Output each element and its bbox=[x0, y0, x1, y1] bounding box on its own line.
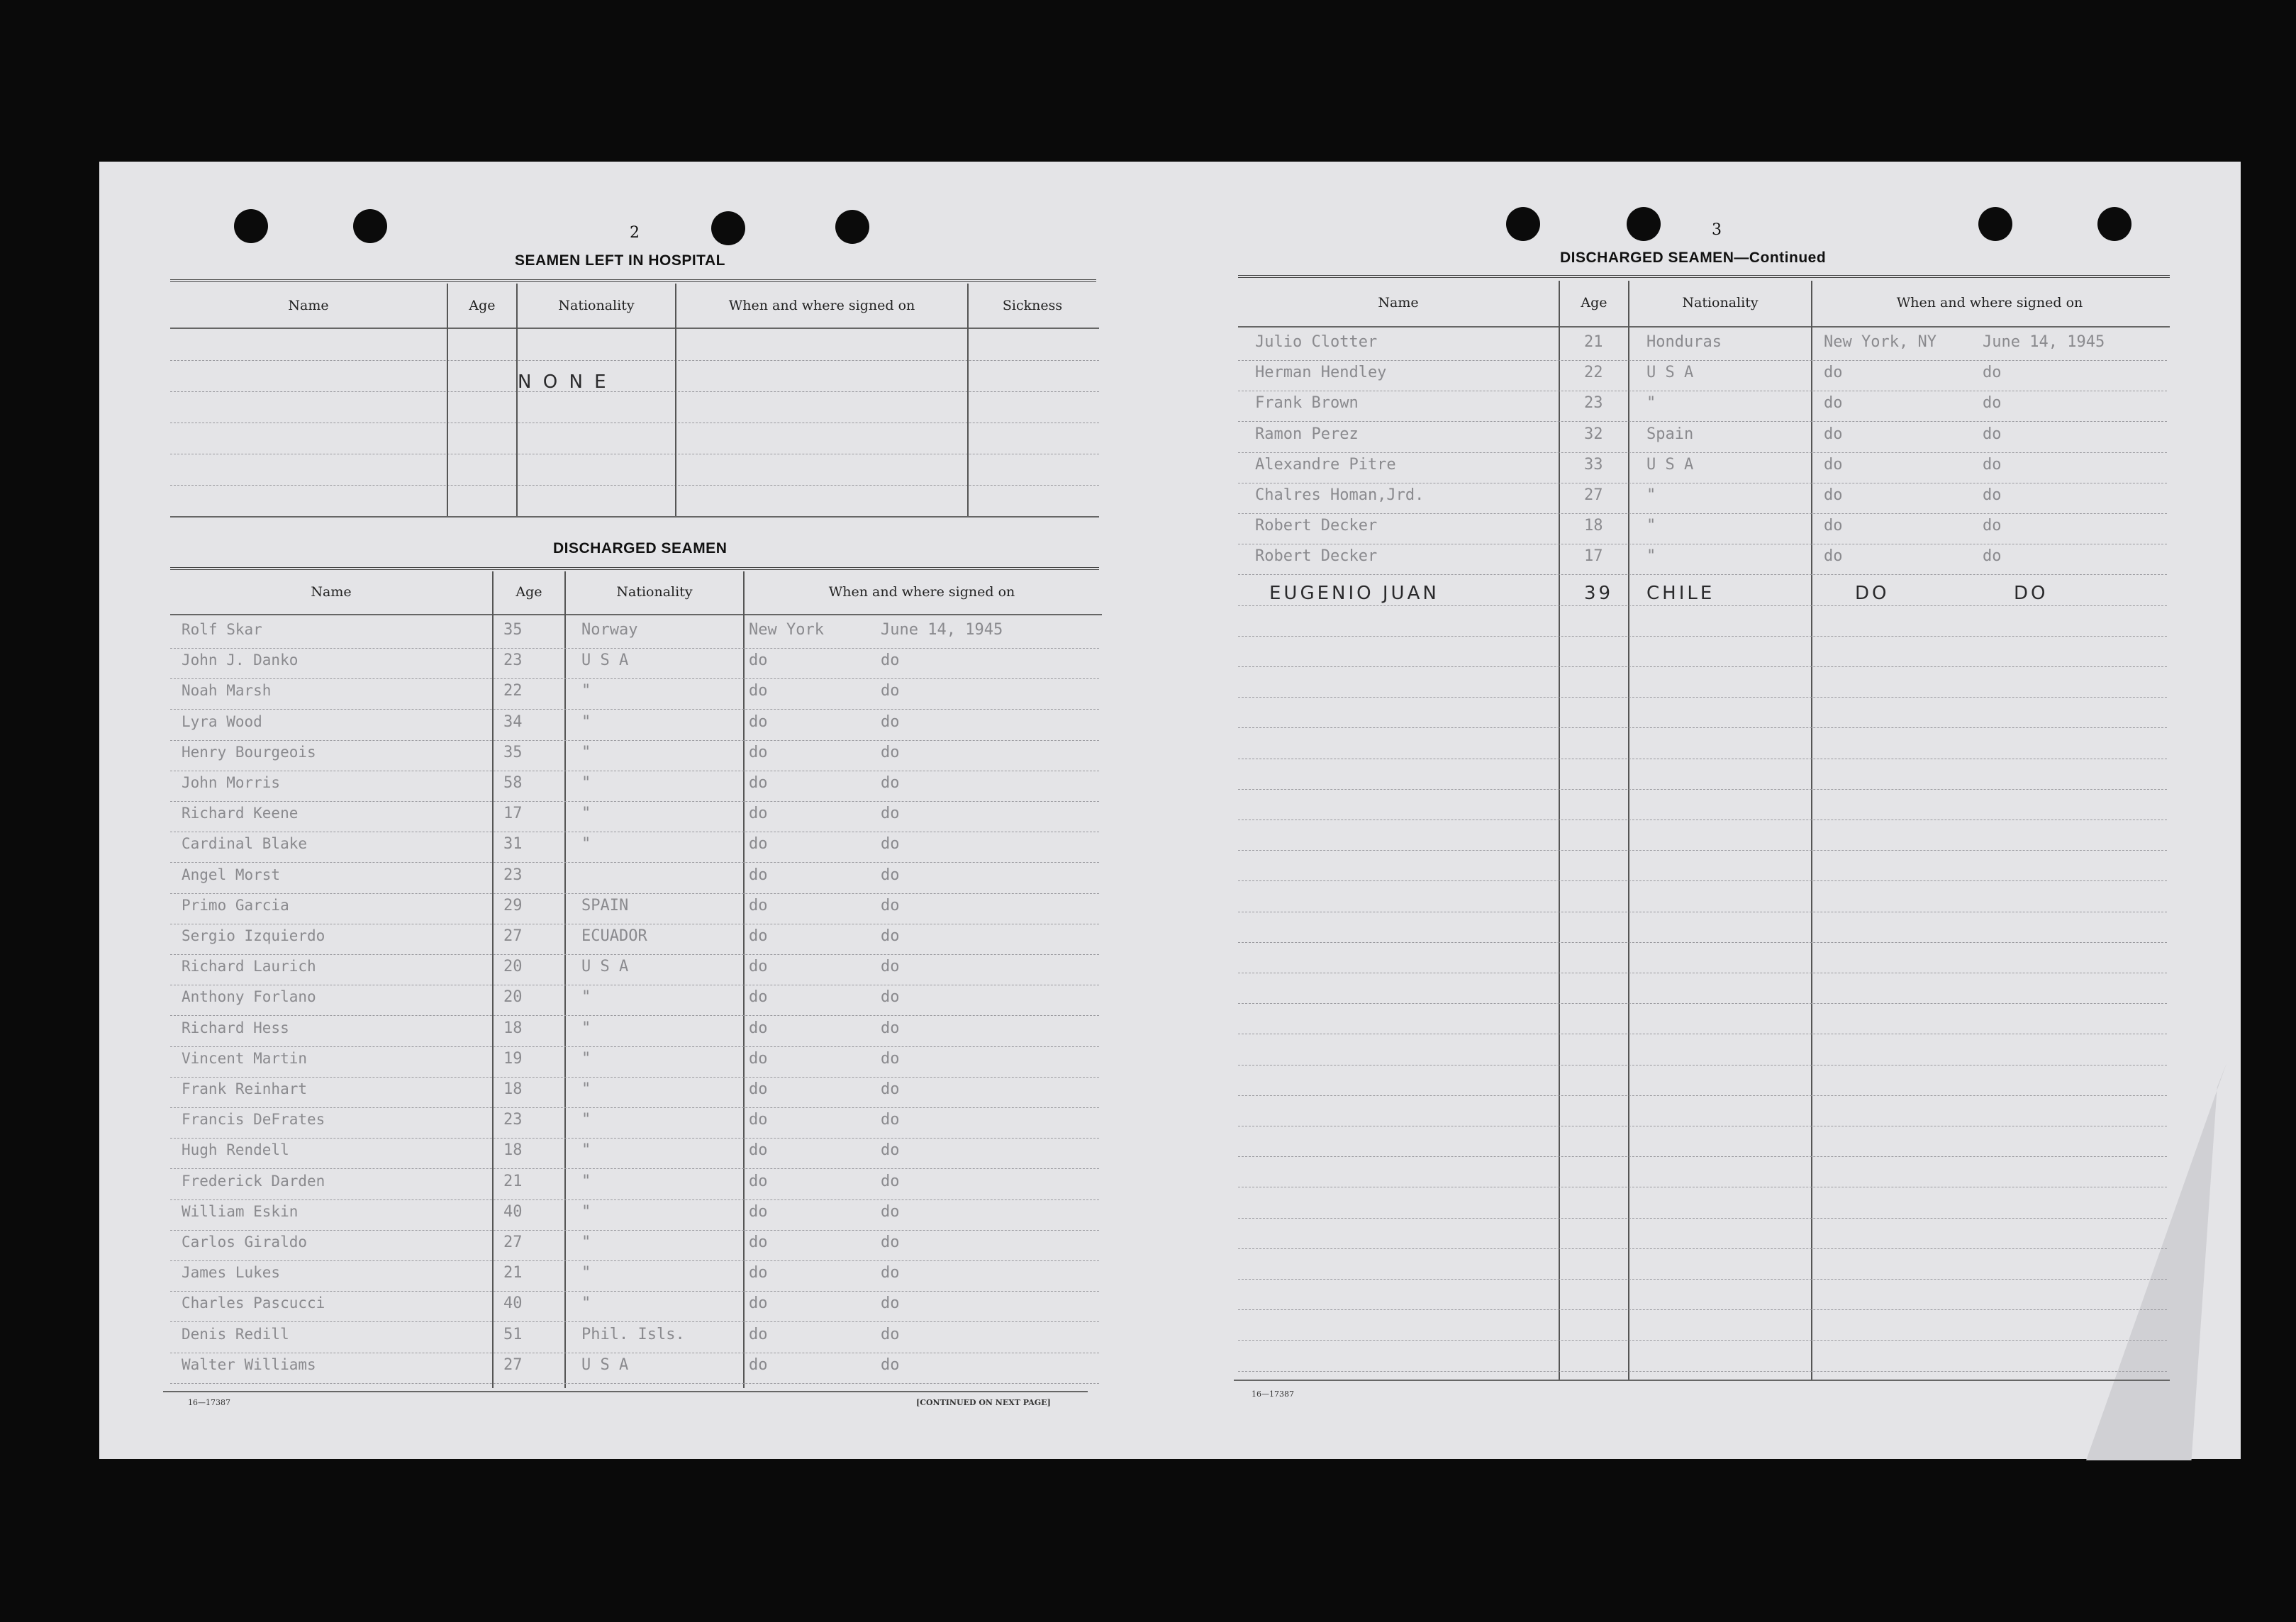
seaman-age: 19 bbox=[503, 1049, 523, 1068]
signed-on-date: do bbox=[881, 988, 900, 1007]
signed-on-date: do bbox=[1983, 547, 2002, 566]
signed-on-place: DO bbox=[1855, 582, 1890, 604]
signed-on-date: do bbox=[881, 1202, 900, 1221]
right-col-nationality: Nationality bbox=[1682, 295, 1759, 311]
seaman-age: 18 bbox=[503, 1141, 523, 1160]
table-row-line bbox=[1238, 1065, 2167, 1066]
signed-on-place: do bbox=[1824, 517, 1843, 535]
seaman-age: 31 bbox=[503, 835, 523, 854]
signed-on-place: do bbox=[749, 988, 768, 1007]
seaman-nationality: Honduras bbox=[1646, 333, 1722, 351]
hospital-col-divider bbox=[516, 284, 518, 516]
seaman-name: Alexandre Pitre bbox=[1255, 455, 1396, 474]
seaman-name: Angel Morst bbox=[182, 866, 281, 883]
seaman-nationality: " bbox=[581, 1111, 591, 1129]
discharged-col-name: Name bbox=[311, 584, 352, 600]
hospital-col-name: Name bbox=[288, 298, 329, 313]
hospital-top-rule bbox=[170, 279, 1096, 282]
seaman-nationality: " bbox=[581, 1234, 591, 1251]
signed-on-date: do bbox=[881, 927, 900, 945]
seaman-age: 20 bbox=[503, 958, 523, 976]
seaman-age: 27 bbox=[503, 1234, 523, 1251]
discharged-col-age: Age bbox=[516, 584, 542, 600]
signed-on-place: do bbox=[749, 743, 768, 761]
hospital-row-line bbox=[170, 391, 1099, 392]
signed-on-place: do bbox=[749, 896, 768, 915]
seaman-nationality: " bbox=[581, 835, 591, 854]
seaman-nationality: Spain bbox=[1646, 425, 1694, 443]
seaman-nationality: CHILE bbox=[1646, 582, 1715, 604]
seaman-nationality: U S A bbox=[581, 651, 629, 670]
signed-on-place: do bbox=[749, 1294, 768, 1313]
signed-on-place: do bbox=[749, 835, 768, 854]
signed-on-place: do bbox=[749, 1264, 768, 1282]
continued-note: [CONTINUED ON NEXT PAGE] bbox=[916, 1398, 1051, 1407]
signed-on-date: do bbox=[881, 805, 900, 823]
table-row-line bbox=[1238, 697, 2167, 698]
table-row-line bbox=[1238, 1248, 2167, 1249]
table-row-line bbox=[1238, 1003, 2167, 1004]
seaman-nationality: " bbox=[581, 1172, 591, 1190]
seaman-age: 17 bbox=[503, 805, 523, 823]
discharged-bottom-rule bbox=[163, 1391, 1088, 1392]
table-row-line bbox=[170, 1260, 1099, 1261]
table-row-line bbox=[1238, 1095, 2167, 1096]
seaman-name: Julio Clotter bbox=[1255, 333, 1378, 351]
seaman-nationality: " bbox=[581, 1264, 591, 1282]
punch-hole bbox=[1978, 207, 2012, 241]
signed-on-date: June 14, 1945 bbox=[881, 621, 1003, 639]
seaman-name: Primo Garcia bbox=[182, 896, 289, 914]
seaman-age: 22 bbox=[503, 682, 523, 700]
seaman-nationality: " bbox=[581, 712, 591, 731]
table-row-line bbox=[1238, 1218, 2167, 1219]
signed-on-place: do bbox=[1824, 394, 1843, 413]
seaman-age: 18 bbox=[503, 1080, 523, 1098]
signed-on-place: do bbox=[749, 1355, 768, 1374]
signed-on-date: do bbox=[881, 651, 900, 670]
punch-hole bbox=[835, 210, 869, 244]
hospital-none-stamp: N O N E bbox=[518, 371, 609, 393]
continued-title-main: DISCHARGED SEAMEN bbox=[1560, 250, 1734, 266]
hospital-col-divider bbox=[447, 284, 448, 516]
signed-on-date: do bbox=[1983, 486, 2002, 504]
table-row-line bbox=[1238, 942, 2167, 943]
hospital-row-line bbox=[170, 360, 1099, 361]
seaman-name: Hugh Rendell bbox=[182, 1141, 289, 1159]
signed-on-place: do bbox=[749, 866, 768, 884]
table-row-line bbox=[170, 893, 1099, 894]
signed-on-date: do bbox=[881, 743, 900, 761]
table-row-line bbox=[170, 1230, 1099, 1231]
seaman-nationality: " bbox=[581, 682, 591, 700]
hospital-col-sickness: Sickness bbox=[1002, 298, 1063, 313]
seaman-name: Carlos Giraldo bbox=[182, 1234, 308, 1251]
seaman-age: 23 bbox=[503, 1111, 523, 1129]
seaman-age: 51 bbox=[503, 1325, 523, 1343]
punch-hole bbox=[1627, 207, 1661, 241]
discharged-col-nationality: Nationality bbox=[616, 584, 693, 600]
seaman-name: Sergio Izquierdo bbox=[182, 927, 325, 944]
right-page-number: 3 bbox=[1712, 221, 1722, 239]
table-row-line bbox=[1238, 1156, 2167, 1157]
signed-on-date: do bbox=[1983, 517, 2002, 535]
hospital-bottom-rule bbox=[170, 516, 1099, 518]
seaman-nationality: ECUADOR bbox=[581, 927, 647, 945]
seaman-age: 34 bbox=[503, 712, 523, 731]
seaman-name: Richard Keene bbox=[182, 805, 299, 822]
seaman-nationality: " bbox=[1646, 486, 1656, 504]
signed-on-place: do bbox=[749, 774, 768, 792]
table-row-line bbox=[1238, 421, 2167, 422]
signed-on-place: do bbox=[749, 1172, 768, 1190]
discharged-col-divider bbox=[743, 571, 745, 1388]
table-row-line bbox=[170, 740, 1099, 741]
left-page-number: 2 bbox=[630, 224, 640, 242]
seaman-name: Lyra Wood bbox=[182, 712, 262, 730]
right-col-divider bbox=[1628, 281, 1629, 1381]
seaman-name: Robert Decker bbox=[1255, 517, 1378, 535]
table-row-line bbox=[170, 1046, 1099, 1047]
signed-on-place: do bbox=[749, 712, 768, 731]
table-row-line bbox=[1238, 1340, 2167, 1341]
seaman-nationality: SPAIN bbox=[581, 896, 629, 915]
discharged-col-signed-on: When and where signed on bbox=[828, 584, 1015, 600]
seaman-name: Henry Bourgeois bbox=[182, 743, 316, 761]
table-row-line bbox=[1238, 850, 2167, 851]
hospital-row-line bbox=[170, 485, 1099, 486]
seaman-name: Charles Pascucci bbox=[182, 1294, 325, 1312]
signed-on-place: do bbox=[1824, 455, 1843, 474]
seaman-age: 33 bbox=[1584, 455, 1603, 474]
signed-on-date: do bbox=[881, 1355, 900, 1374]
table-row-line bbox=[170, 709, 1099, 710]
table-row-line bbox=[170, 1168, 1099, 1169]
seaman-age: 23 bbox=[1584, 394, 1603, 413]
seaman-nationality: " bbox=[581, 1202, 591, 1221]
discharged-top-rule bbox=[170, 567, 1099, 570]
seaman-name: James Lukes bbox=[182, 1264, 281, 1282]
seaman-age: 27 bbox=[503, 927, 523, 945]
table-row-line bbox=[170, 1321, 1099, 1322]
seaman-age: 21 bbox=[503, 1264, 523, 1282]
hospital-col-age: Age bbox=[469, 298, 496, 313]
table-row-line bbox=[1238, 513, 2167, 514]
signed-on-place: New York bbox=[749, 621, 824, 639]
seaman-name: Vincent Martin bbox=[182, 1049, 308, 1067]
signed-on-date: do bbox=[881, 1049, 900, 1068]
right-col-signed-on: When and where signed on bbox=[1896, 295, 2083, 311]
seaman-age: 32 bbox=[1584, 425, 1603, 443]
table-row-line bbox=[1238, 360, 2167, 361]
signed-on-date: do bbox=[881, 866, 900, 884]
seaman-name: John J. Danko bbox=[182, 651, 299, 669]
seaman-name: Richard Hess bbox=[182, 1019, 289, 1036]
discharged-col-divider bbox=[564, 571, 566, 1388]
right-top-rule bbox=[1238, 275, 2170, 278]
seaman-name: Herman Hendley bbox=[1255, 364, 1387, 382]
seaman-nationality: " bbox=[581, 1049, 591, 1068]
signed-on-date: June 14, 1945 bbox=[1983, 333, 2105, 351]
seaman-age: 40 bbox=[503, 1294, 523, 1313]
seaman-age: 35 bbox=[503, 621, 523, 639]
signed-on-date: do bbox=[881, 1141, 900, 1160]
seaman-name: Cardinal Blake bbox=[182, 835, 308, 853]
seaman-nationality: Norway bbox=[581, 621, 638, 639]
signed-on-date: DO bbox=[2014, 582, 2049, 604]
signed-on-date: do bbox=[881, 958, 900, 976]
signed-on-date: do bbox=[1983, 394, 2002, 413]
seaman-age: 18 bbox=[1584, 517, 1603, 535]
signed-on-date: do bbox=[881, 712, 900, 731]
seaman-age: 22 bbox=[1584, 364, 1603, 382]
signed-on-place: do bbox=[749, 927, 768, 945]
punch-hole bbox=[711, 211, 745, 245]
seaman-nationality: U S A bbox=[1646, 455, 1694, 474]
table-row-line bbox=[170, 648, 1099, 649]
signed-on-place: New York, NY bbox=[1824, 333, 1936, 351]
seaman-nationality: " bbox=[581, 1019, 591, 1037]
signed-on-date: do bbox=[1983, 455, 2002, 474]
hospital-section-title: SEAMEN LEFT IN HOSPITAL bbox=[515, 252, 725, 269]
seaman-name: Francis DeFrates bbox=[182, 1111, 325, 1129]
right-form-number: 16—17387 bbox=[1252, 1389, 1294, 1399]
seaman-nationality: " bbox=[1646, 394, 1656, 413]
table-row-line bbox=[170, 862, 1099, 863]
signed-on-place: do bbox=[749, 682, 768, 700]
signed-on-date: do bbox=[881, 896, 900, 915]
right-col-age: Age bbox=[1581, 295, 1607, 311]
signed-on-date: do bbox=[1983, 425, 2002, 443]
seaman-nationality: " bbox=[581, 1080, 591, 1098]
signed-on-date: do bbox=[1983, 364, 2002, 382]
seaman-name: William Eskin bbox=[182, 1202, 299, 1220]
hospital-col-divider bbox=[967, 284, 969, 516]
table-row-line bbox=[170, 1015, 1099, 1016]
left-form-number: 16—17387 bbox=[188, 1398, 230, 1407]
right-col-divider bbox=[1811, 281, 1812, 1381]
table-row-line bbox=[170, 1383, 1099, 1384]
seaman-age: 40 bbox=[503, 1202, 523, 1221]
table-row-line bbox=[170, 1107, 1099, 1108]
seaman-age: 18 bbox=[503, 1019, 523, 1037]
hospital-col-divider bbox=[675, 284, 676, 516]
signed-on-place: do bbox=[1824, 486, 1843, 504]
continued-section-title bbox=[1560, 250, 1826, 267]
table-row-line bbox=[170, 801, 1099, 802]
seaman-nationality: " bbox=[581, 988, 591, 1007]
signed-on-place: do bbox=[749, 1202, 768, 1221]
seaman-nationality: " bbox=[581, 743, 591, 761]
seaman-name: Frank Reinhart bbox=[182, 1080, 308, 1097]
seaman-age: 23 bbox=[503, 866, 523, 884]
seaman-name: Anthony Forlano bbox=[182, 988, 316, 1006]
crew-list-sheet bbox=[99, 162, 2241, 1459]
seaman-age: 21 bbox=[503, 1172, 523, 1190]
seaman-name: Denis Redill bbox=[182, 1325, 289, 1343]
seaman-nationality: U S A bbox=[581, 1355, 629, 1374]
signed-on-place: do bbox=[749, 1111, 768, 1129]
table-row-line bbox=[170, 954, 1099, 955]
signed-on-date: do bbox=[881, 1172, 900, 1190]
table-row-line bbox=[1238, 789, 2167, 790]
seaman-name: Noah Marsh bbox=[182, 682, 272, 700]
seaman-name: EUGENIO JUAN bbox=[1269, 582, 1439, 604]
seaman-name: Richard Laurich bbox=[182, 958, 316, 975]
seaman-nationality: U S A bbox=[581, 958, 629, 976]
seaman-age: 27 bbox=[503, 1355, 523, 1374]
seaman-age: 17 bbox=[1584, 547, 1603, 566]
seaman-nationality: " bbox=[581, 1141, 591, 1160]
table-row-line bbox=[170, 1138, 1099, 1139]
table-row-line bbox=[1238, 636, 2167, 637]
discharged-header-rule bbox=[170, 614, 1102, 615]
signed-on-date: do bbox=[881, 1080, 900, 1098]
seaman-nationality: " bbox=[1646, 517, 1656, 535]
hospital-col-nationality: Nationality bbox=[558, 298, 635, 313]
signed-on-place: do bbox=[749, 958, 768, 976]
signed-on-date: do bbox=[881, 774, 900, 792]
seaman-name: Walter Williams bbox=[182, 1355, 316, 1373]
seaman-nationality: " bbox=[581, 1294, 591, 1313]
seaman-nationality: " bbox=[581, 774, 591, 792]
punch-hole bbox=[1506, 207, 1540, 241]
table-row-line bbox=[1238, 1371, 2167, 1372]
table-row-line bbox=[170, 1291, 1099, 1292]
table-row-line bbox=[1238, 1279, 2167, 1280]
signed-on-place: do bbox=[749, 1325, 768, 1343]
signed-on-place: do bbox=[749, 651, 768, 670]
signed-on-date: do bbox=[881, 1325, 900, 1343]
signed-on-place: do bbox=[1824, 364, 1843, 382]
signed-on-date: do bbox=[881, 1234, 900, 1251]
table-row-line bbox=[1238, 452, 2167, 453]
seaman-age: 35 bbox=[503, 743, 523, 761]
signed-on-place: do bbox=[1824, 425, 1843, 443]
signed-on-place: do bbox=[749, 1234, 768, 1251]
table-row-line bbox=[170, 1199, 1099, 1200]
seaman-name: John Morris bbox=[182, 774, 281, 791]
hospital-header-rule bbox=[170, 328, 1099, 329]
signed-on-place: do bbox=[1824, 547, 1843, 566]
table-row-line bbox=[1238, 574, 2167, 575]
right-bottom-rule bbox=[1234, 1380, 2170, 1381]
table-row-line bbox=[1238, 666, 2167, 667]
seaman-name: Ramon Perez bbox=[1255, 425, 1359, 443]
seaman-age: 23 bbox=[503, 651, 523, 670]
discharged-section-title: DISCHARGED SEAMEN bbox=[553, 540, 728, 556]
seaman-name: Robert Decker bbox=[1255, 547, 1378, 566]
signed-on-date: do bbox=[881, 1264, 900, 1282]
table-row-line bbox=[170, 1077, 1099, 1078]
continued-title-suffix: —Continued bbox=[1734, 250, 1827, 266]
signed-on-place: do bbox=[749, 805, 768, 823]
seaman-name: Chalres Homan,Jrd. bbox=[1255, 486, 1425, 504]
punch-hole bbox=[2097, 207, 2131, 241]
seaman-nationality: " bbox=[1646, 547, 1656, 566]
seaman-nationality: Phil. Isls. bbox=[581, 1325, 685, 1343]
signed-on-place: do bbox=[749, 1080, 768, 1098]
seaman-name: Frank Brown bbox=[1255, 394, 1359, 413]
table-row-line bbox=[170, 678, 1099, 679]
signed-on-date: do bbox=[881, 1019, 900, 1037]
hospital-col-signed-on: When and where signed on bbox=[728, 298, 915, 313]
seaman-age: 58 bbox=[503, 774, 523, 792]
signed-on-place: do bbox=[749, 1049, 768, 1068]
signed-on-place: do bbox=[749, 1141, 768, 1160]
seaman-age: 27 bbox=[1584, 486, 1603, 504]
signed-on-place: do bbox=[749, 1019, 768, 1037]
table-row-line bbox=[1238, 727, 2167, 728]
seaman-age: 39 bbox=[1584, 582, 1614, 604]
signed-on-date: do bbox=[881, 1111, 900, 1129]
table-row-line bbox=[1238, 1309, 2167, 1310]
seaman-age: 21 bbox=[1584, 333, 1603, 351]
punch-hole bbox=[353, 209, 387, 243]
right-col-divider bbox=[1559, 281, 1560, 1381]
signed-on-date: do bbox=[881, 682, 900, 700]
table-row-line bbox=[1238, 880, 2167, 881]
right-col-name: Name bbox=[1378, 295, 1419, 311]
discharged-col-divider bbox=[492, 571, 494, 1388]
table-row-line bbox=[1238, 605, 2167, 606]
right-header-rule bbox=[1238, 326, 2170, 328]
signed-on-date: do bbox=[881, 835, 900, 854]
seaman-name: Rolf Skar bbox=[182, 621, 262, 638]
seaman-nationality: U S A bbox=[1646, 364, 1694, 382]
punch-hole bbox=[234, 209, 268, 243]
seaman-age: 29 bbox=[503, 896, 523, 915]
seaman-age: 20 bbox=[503, 988, 523, 1007]
seaman-nationality: " bbox=[581, 805, 591, 823]
seaman-name: Frederick Darden bbox=[182, 1172, 325, 1190]
signed-on-date: do bbox=[881, 1294, 900, 1313]
